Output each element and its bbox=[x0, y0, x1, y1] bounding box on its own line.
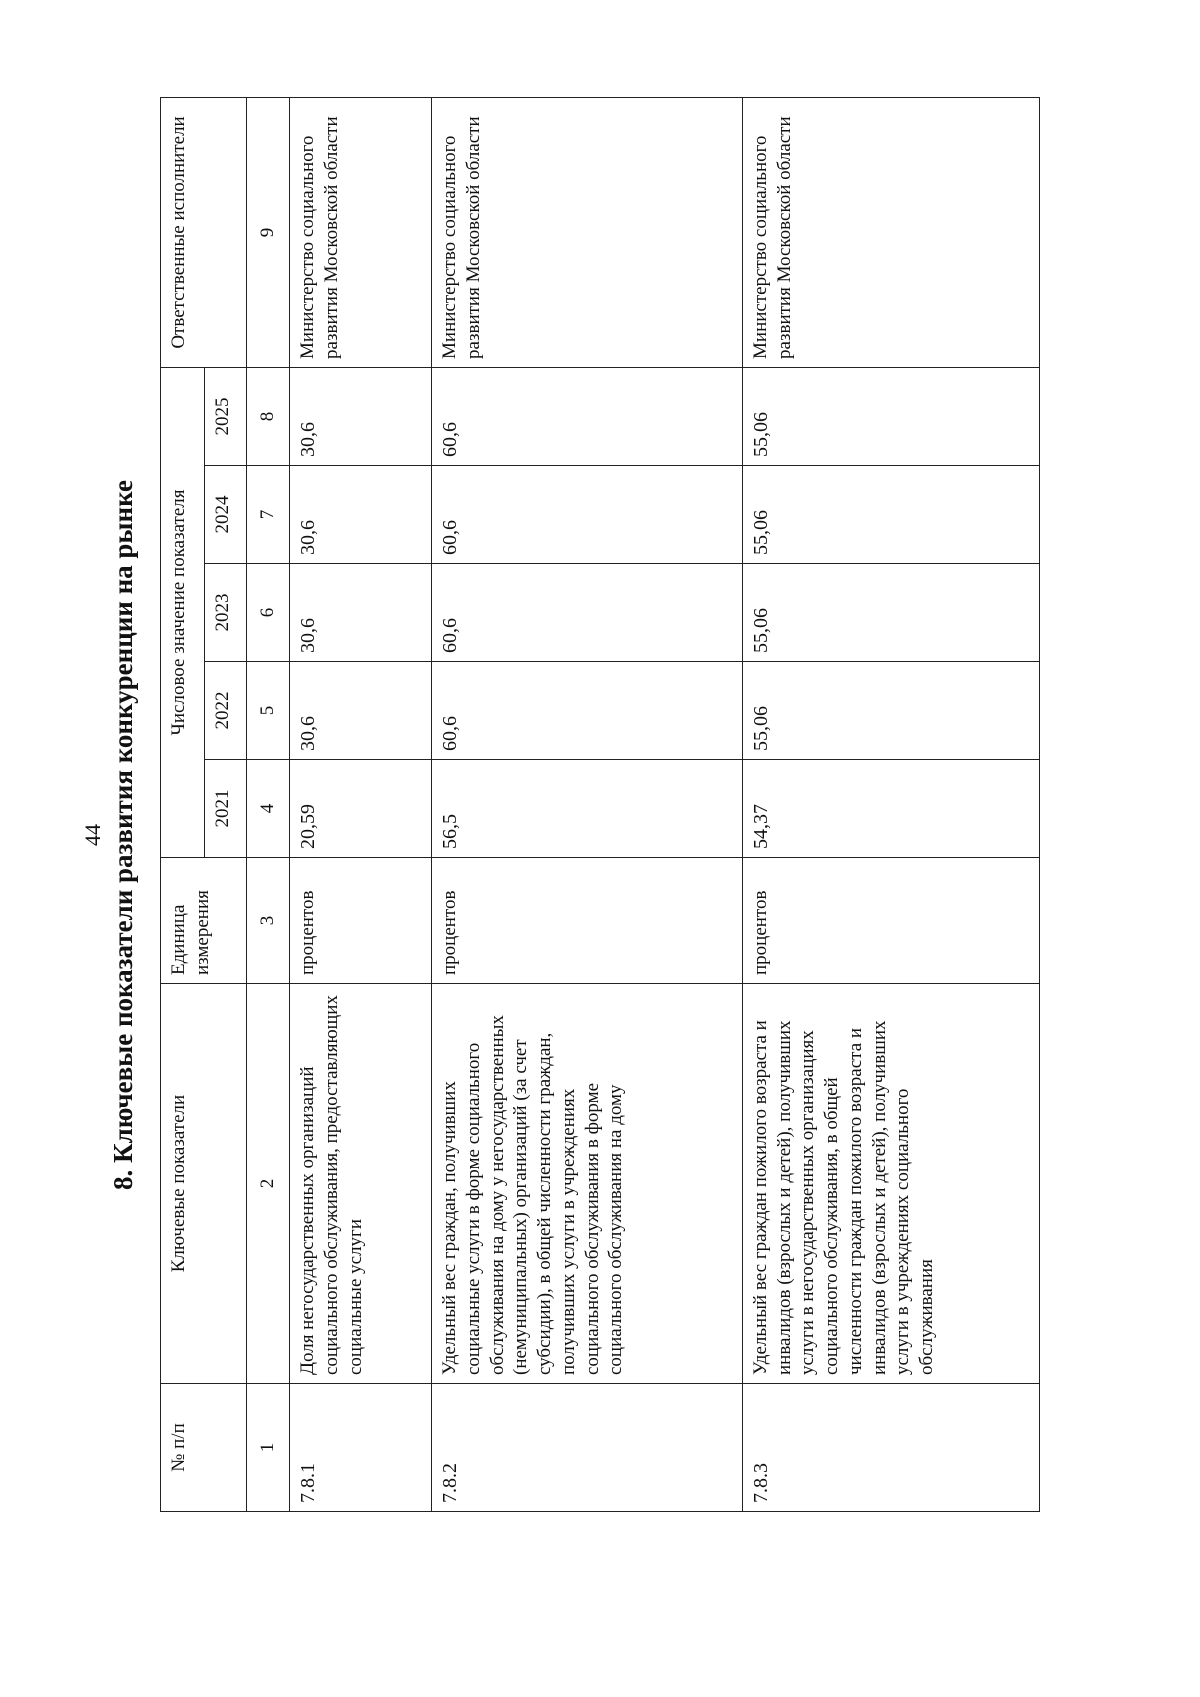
table-row bbox=[290, 97, 432, 1511]
column-number: 2 bbox=[247, 984, 290, 1384]
row-indicator: Удельный вес граждан, получивших социальные услуги в форме социального обслуживания на дому у негосударственных (немуниципальных) организаций (за счет субсидии), в общей численности граждан, получивших услуги в учреждениях социального обслуживания в форме социального обслуживания на дому bbox=[432, 984, 743, 1384]
column-number: 3 bbox=[247, 858, 290, 984]
header-responsible: Ответственные исполнители bbox=[161, 97, 247, 367]
table-row bbox=[742, 97, 1039, 1511]
row-value: 30,6 bbox=[290, 564, 432, 662]
row-value: 55,06 bbox=[742, 367, 1039, 465]
row-value: 54,37 bbox=[742, 760, 1039, 858]
row-num: 7.8.2 bbox=[432, 1384, 743, 1512]
row-unit: процентов bbox=[742, 858, 1039, 984]
row-value: 55,06 bbox=[742, 466, 1039, 564]
indicators-table bbox=[160, 97, 1040, 1512]
row-indicator: Удельный вес граждан пожилого возраста и инвалидов (взрослых и детей), получивших услуги в негосударственных организациях социального обслуживания, в общей численности граждан пожилого возраста и инвалидов (взрослых и детей), получивших услуги в учреждениях социального обслуживания bbox=[742, 984, 1039, 1384]
row-value: 60,6 bbox=[432, 466, 743, 564]
row-indicator: Доля негосударственных организаций социального обслуживания, предоставляющих социальные услуги bbox=[290, 984, 432, 1384]
column-number: 1 bbox=[247, 1384, 290, 1512]
row-value: 30,6 bbox=[290, 662, 432, 760]
column-number: 9 bbox=[247, 97, 290, 367]
header-year: 2021 bbox=[205, 760, 247, 858]
rotated-page bbox=[40, 70, 1060, 1600]
row-value: 60,6 bbox=[432, 367, 743, 465]
header-indicator: Ключевые показатели bbox=[161, 984, 247, 1384]
column-number: 7 bbox=[247, 466, 290, 564]
page-number: 44 bbox=[80, 824, 105, 846]
row-responsible: Министерство социального развития Московской области bbox=[432, 97, 743, 367]
row-value: 55,06 bbox=[742, 564, 1039, 662]
header-value-group: Числовое значение показателя bbox=[161, 367, 205, 857]
row-value: 30,6 bbox=[290, 367, 432, 465]
row-value: 55,06 bbox=[742, 662, 1039, 760]
row-num: 7.8.3 bbox=[742, 1384, 1039, 1512]
header-year: 2022 bbox=[205, 662, 247, 760]
header-year: 2025 bbox=[205, 367, 247, 465]
column-number: 5 bbox=[247, 662, 290, 760]
column-number: 8 bbox=[247, 367, 290, 465]
header-year: 2024 bbox=[205, 466, 247, 564]
column-number-row bbox=[247, 97, 290, 1511]
column-number: 6 bbox=[247, 564, 290, 662]
header-num: № п/п bbox=[161, 1384, 247, 1512]
row-value: 30,6 bbox=[290, 466, 432, 564]
row-value: 60,6 bbox=[432, 564, 743, 662]
row-unit: процентов bbox=[432, 858, 743, 984]
header-unit: Единица измерения bbox=[161, 858, 247, 984]
row-value: 56,5 bbox=[432, 760, 743, 858]
row-value: 60,6 bbox=[432, 662, 743, 760]
row-value: 20,59 bbox=[290, 760, 432, 858]
row-responsible: Министерство социального развития Московской области bbox=[742, 97, 1039, 367]
row-num: 7.8.1 bbox=[290, 1384, 432, 1512]
column-number: 4 bbox=[247, 760, 290, 858]
row-responsible: Министерство социального развития Московской области bbox=[290, 97, 432, 367]
table-row bbox=[432, 97, 743, 1511]
section-title: 8. Ключевые показатели развития конкуренции на рынке bbox=[108, 480, 138, 1190]
row-unit: процентов bbox=[290, 858, 432, 984]
header-year: 2023 bbox=[205, 564, 247, 662]
